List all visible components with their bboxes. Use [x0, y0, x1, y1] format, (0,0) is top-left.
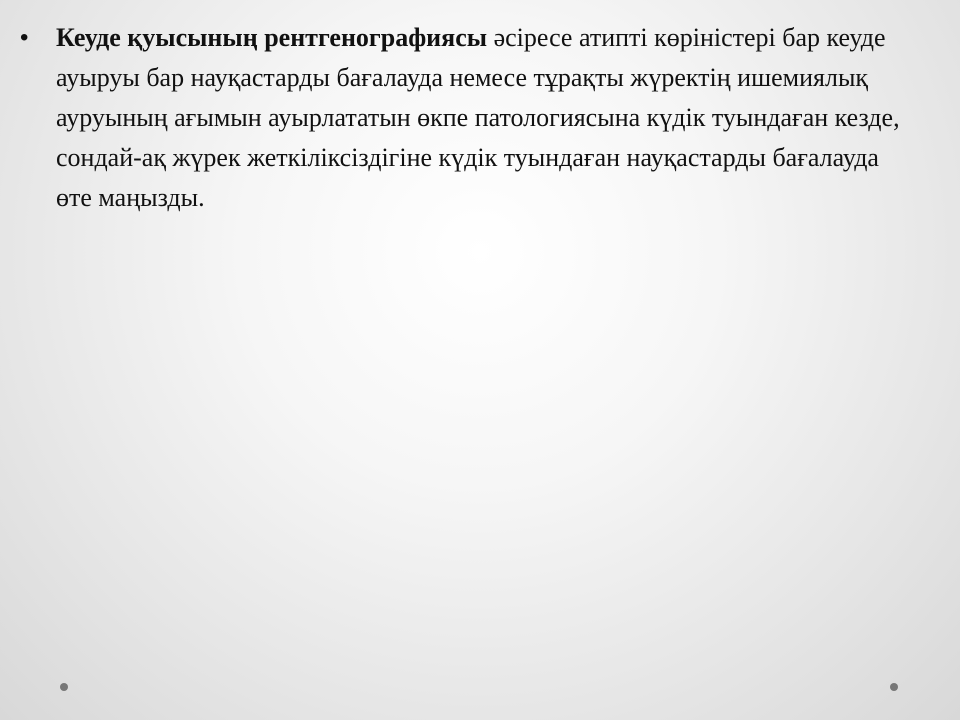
decorative-dot-left-icon [60, 683, 68, 691]
bullet-bold-term: Кеуде қуысының рентгенографиясы [56, 23, 488, 52]
bullet-dot-icon: • [20, 24, 29, 51]
decorative-dot-right-icon [890, 683, 898, 691]
slide-body [20, 18, 920, 218]
bullet-item [20, 18, 920, 218]
bullet-text: әсіресе атипті көріністері бар кеуде ауыруы бар науқастарды бағалауда немесе тұрақты жүректің ишемиялық ауруының ағымын ауырлататын өкпе патологиясына күдік туындаған кезде, сондай-ақ жүрек жеткіліксіздігіне күдік туындаған науқастарды бағалауда өте маңызды. [56, 23, 900, 212]
